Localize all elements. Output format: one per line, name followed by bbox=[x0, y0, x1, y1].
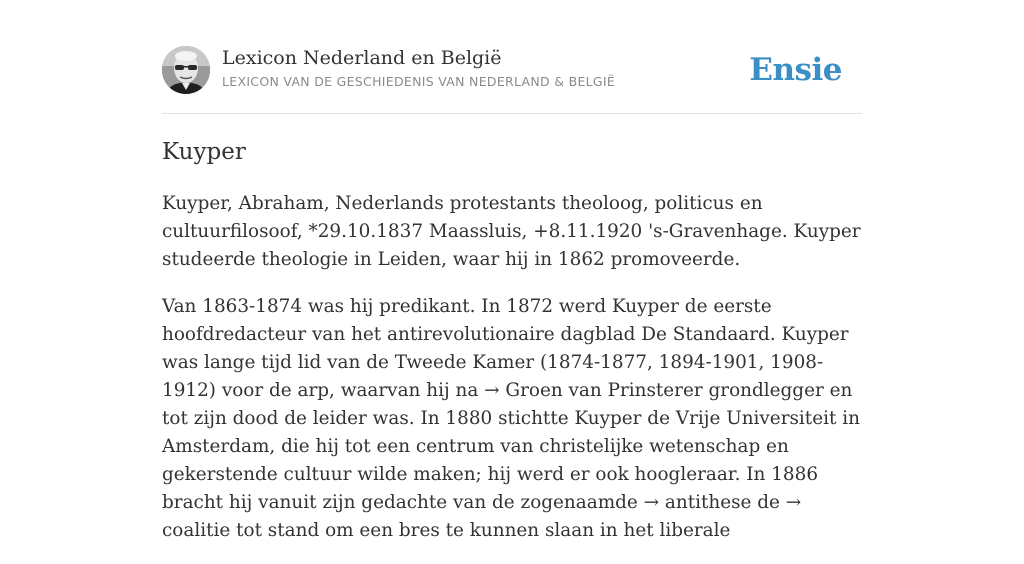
source-header bbox=[162, 44, 862, 114]
avatar[interactable] bbox=[162, 46, 210, 94]
article-body bbox=[162, 190, 862, 564]
paragraph-1: Kuyper, Abraham, Nederlands protestants theoloog, politicus en cultuurfilosoof, *29.10.1837 Maassluis, +8.11.1920 's-Gravenhage. Kuyper studeerde theologie in Leiden, waar hij in 1862 promoveerde. bbox=[162, 193, 861, 270]
paragraph-2 bbox=[162, 293, 862, 545]
paragraph-2-text-4: tot stand om een bres te kunnen slaan in het liberale bbox=[230, 520, 731, 541]
paragraph-2-text-3: de bbox=[751, 492, 786, 513]
ensie-logo-link[interactable]: Ensie bbox=[749, 52, 842, 88]
link-groen-van-prinsterer[interactable]: → Groen van Prinsterer bbox=[484, 380, 703, 401]
link-coalitie[interactable]: → coalitie bbox=[162, 492, 802, 541]
portrait-icon bbox=[162, 46, 210, 94]
source-title[interactable]: Lexicon Nederland en België bbox=[222, 47, 502, 69]
paragraph-2-text-2: grondlegger en tot zijn dood de leider was. In 1880 stichtte Kuyper de Vrije Universiteit in Amsterdam, die hij tot een centrum van christelijke wetenschap en gekerstende cultuur wilde maken; hij werd er ook hoogleraar. In 1886 bracht hij vanuit zijn gedachte van de zogenaamde bbox=[162, 380, 860, 513]
paragraph-2-text-1: Van 1863-1874 was hij predikant. In 1872 werd Kuyper de eerste hoofdredacteur van het antirevolutionaire dagblad De Standaard. Kuyper was lange tijd lid van de Tweede Kamer (1874-1877, 1894-1901, 1908-1912) voor de arp, waarvan hij na bbox=[162, 296, 849, 401]
link-antithese[interactable]: → antithese bbox=[643, 492, 752, 513]
article-title: Kuyper bbox=[162, 139, 246, 165]
source-subtitle: LEXICON VAN DE GESCHIEDENIS VAN NEDERLAND & BELGIË bbox=[222, 74, 616, 89]
